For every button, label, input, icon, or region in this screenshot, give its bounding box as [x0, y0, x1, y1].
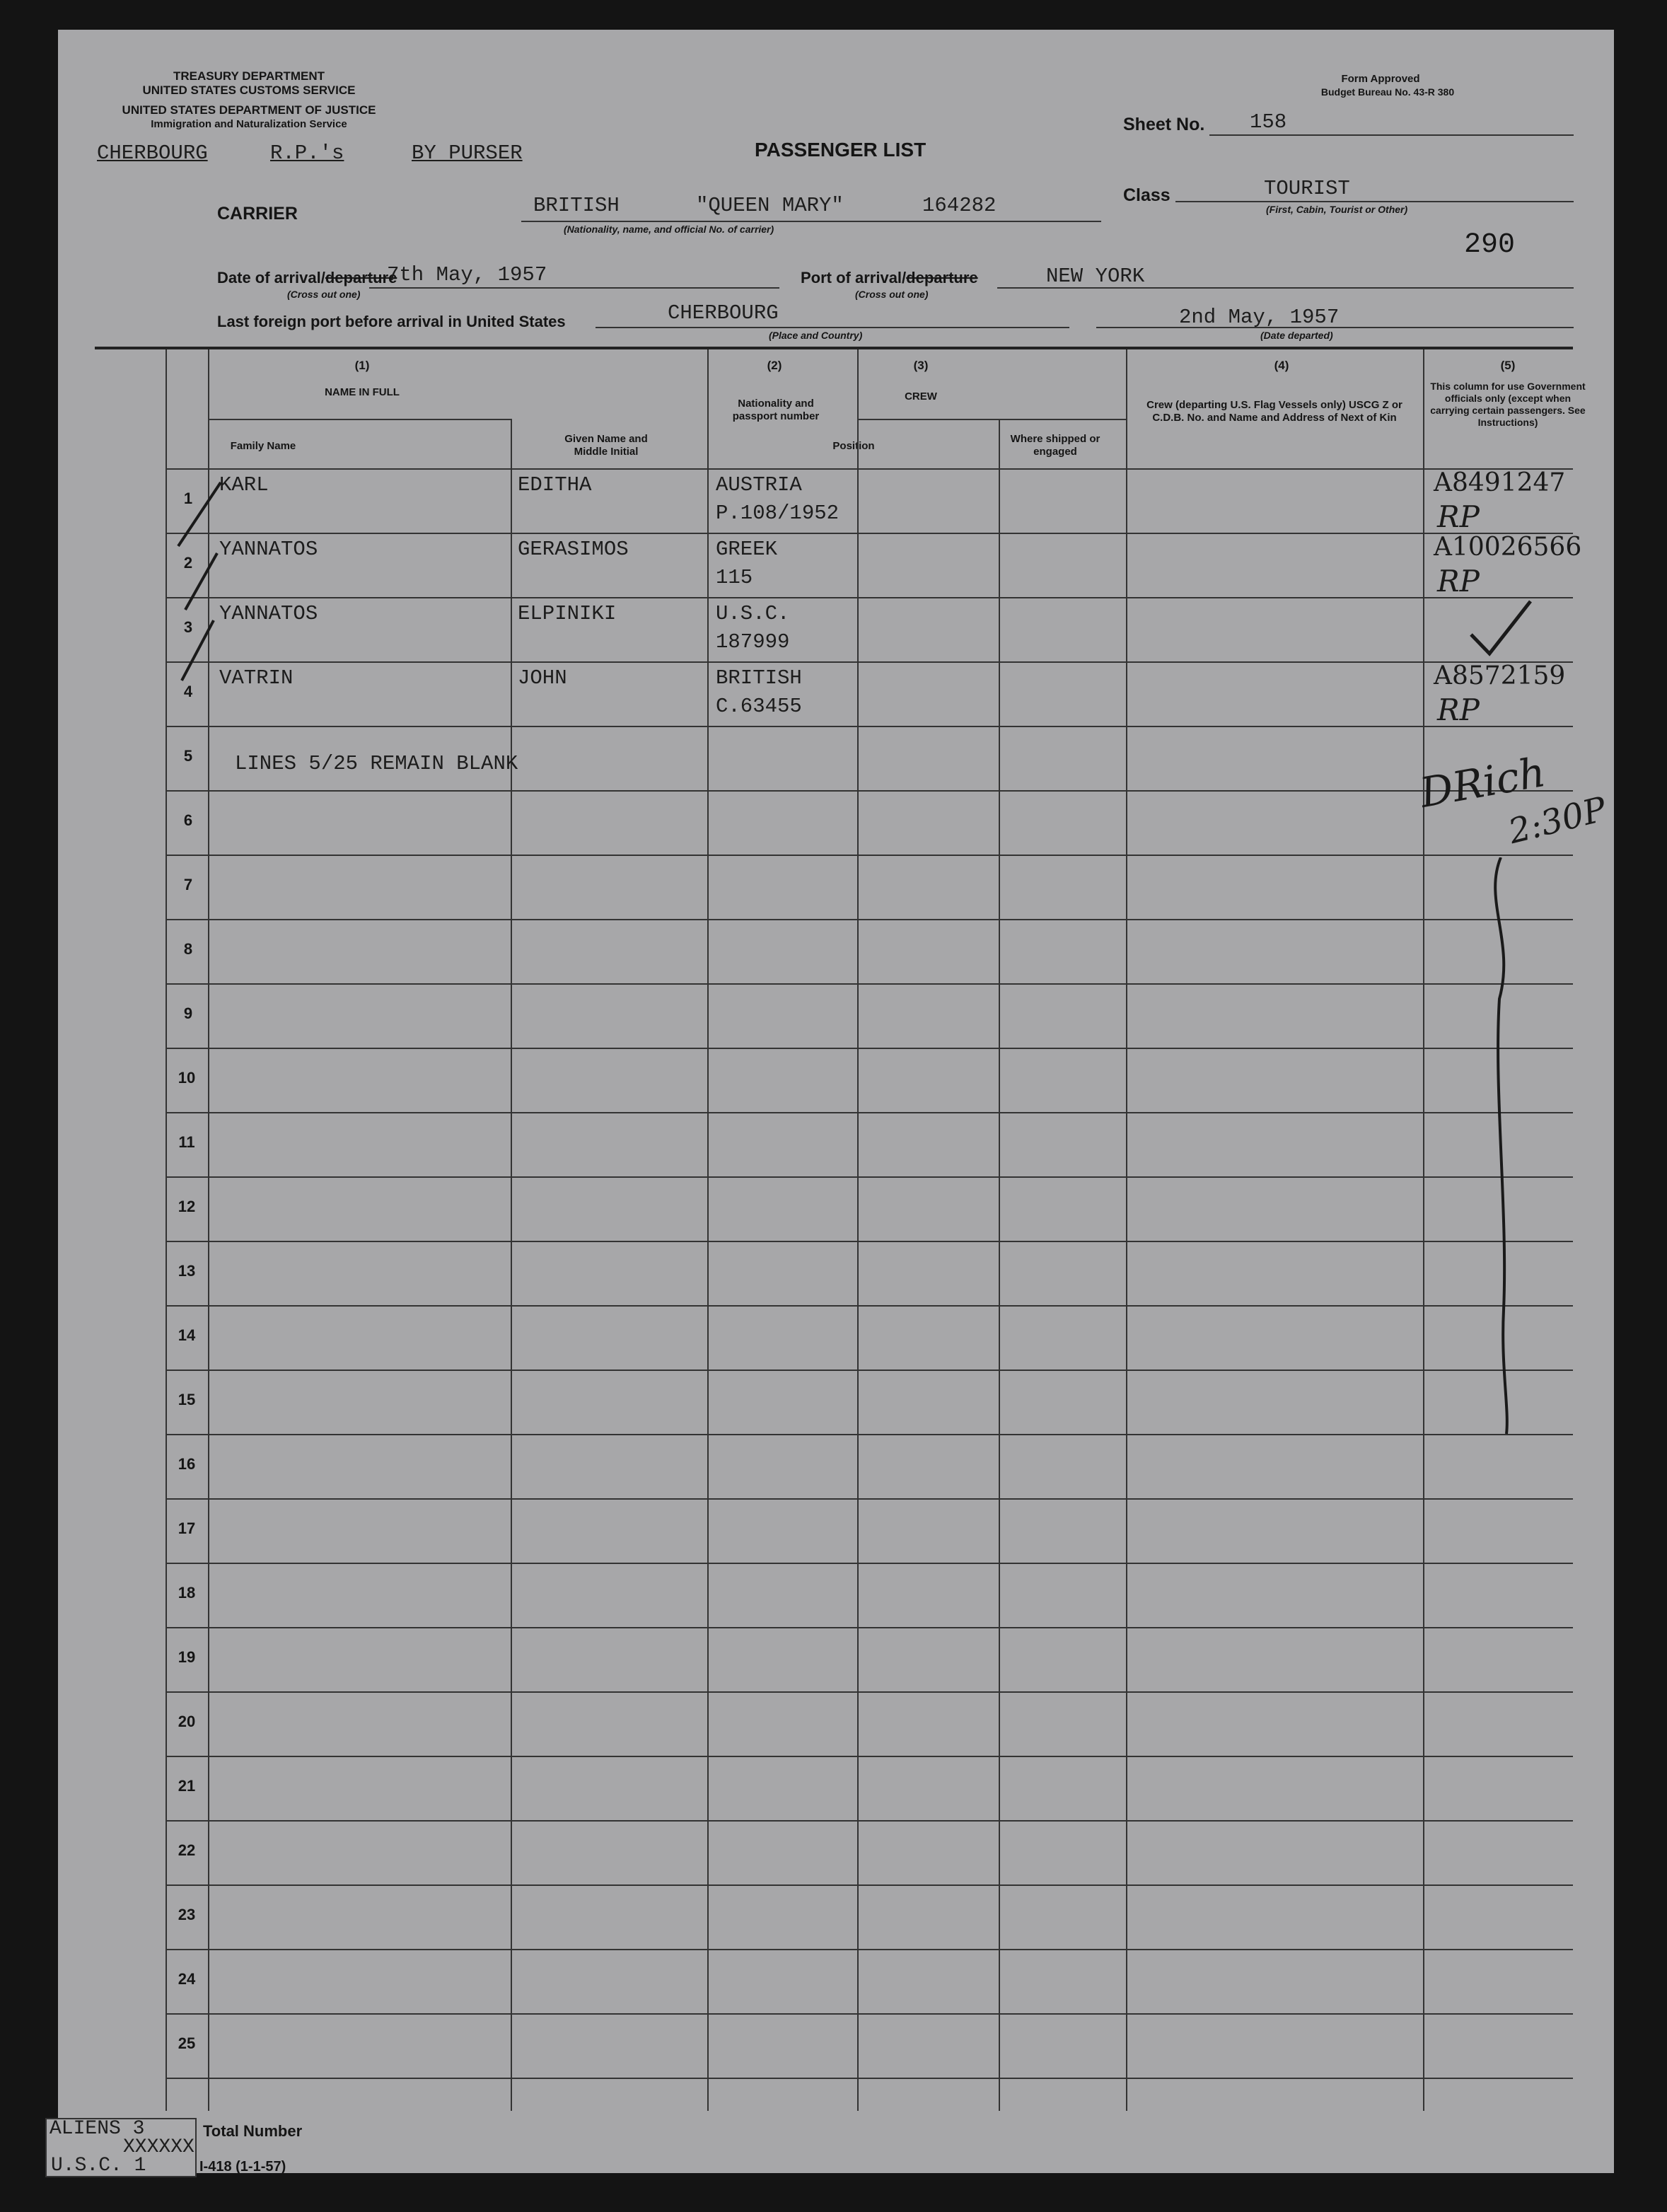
row-number: 18 [178, 1584, 196, 1602]
row-number: 17 [178, 1519, 196, 1537]
family-name-cell: YANNATOS [219, 538, 318, 561]
typed-rps: R.P.'s [270, 141, 344, 165]
row-number: 14 [178, 1326, 196, 1344]
budget-bureau-no: Budget Bureau No. 43-R 380 [1320, 86, 1455, 98]
row-number: 20 [178, 1713, 196, 1730]
carrier-caption: (Nationality, name, and official No. of carrier) [564, 224, 774, 235]
official-rp-cell: RP [1437, 693, 1480, 727]
nationality-cell: U.S.C. [716, 602, 790, 625]
class-label: Class [1123, 185, 1171, 205]
row-number: 12 [178, 1198, 196, 1215]
col5-title: This column for use Government officials only (except when carrying certain passengers. See Instructions) [1430, 381, 1586, 428]
date-of-arrival-caption: (Cross out one) [287, 289, 361, 300]
passport-number-cell: 187999 [716, 630, 790, 654]
passport-number-cell: C.63455 [716, 695, 802, 718]
nationality-cell: AUSTRIA [716, 473, 802, 497]
carrier-nationality: BRITISH [533, 194, 620, 217]
official-rp-cell: RP [1437, 499, 1480, 534]
official-number-cell: A8491247 [1434, 468, 1566, 497]
sheet-no-value: 158 [1250, 110, 1287, 134]
family-name-cell: YANNATOS [219, 602, 318, 625]
col1-given-header: Given Name and Middle Initial [564, 433, 648, 458]
row-number: 15 [178, 1391, 196, 1408]
col2-number: (2) [767, 359, 782, 372]
passport-number-cell: P.108/1952 [716, 502, 840, 525]
row-number: 4 [183, 683, 193, 700]
port-of-arrival-label: Port of arrival/departure [801, 269, 978, 286]
family-name-cell: KARL [219, 473, 269, 497]
row-number: 13 [178, 1262, 196, 1280]
col4-number: (4) [1274, 359, 1289, 372]
row-number: 11 [178, 1133, 195, 1151]
carrier-label: CARRIER [217, 204, 298, 224]
last-port-label: Last foreign port before arrival in United States [217, 313, 566, 330]
blank-lines-note: LINES 5/25 REMAIN BLANK [235, 752, 518, 775]
carrier-name: "QUEEN MARY" [696, 194, 844, 217]
date-of-arrival-label: Date of arrival/departure [217, 269, 397, 286]
row-number: 8 [183, 940, 193, 958]
tally-aliens: ALIENS 3 [50, 2118, 145, 2140]
stamp-number: 290 [1464, 229, 1516, 261]
row-number: 9 [183, 1004, 193, 1022]
row-number: 25 [178, 2034, 196, 2052]
row-number: 1 [183, 490, 193, 507]
col3-number: (3) [913, 359, 929, 372]
last-port-value: CHERBOURG [668, 301, 779, 325]
col3-position-header: Position [832, 440, 875, 452]
class-caption: (First, Cabin, Tourist or Other) [1266, 204, 1408, 215]
row-number: 16 [178, 1455, 196, 1473]
given-name-cell: ELPINIKI [518, 602, 617, 625]
col3-where-header: Where shipped or engaged [1010, 433, 1100, 458]
row-number: 22 [178, 1841, 196, 1859]
row-number: 2 [183, 554, 193, 572]
sheet-no-label: Sheet No. [1123, 115, 1205, 134]
col1-title: NAME IN FULL [325, 386, 400, 398]
agency-line-3: UNITED STATES DEPARTMENT OF JUSTICE [122, 103, 376, 117]
given-name-cell: GERASIMOS [518, 538, 629, 561]
agency-line-1: TREASURY DEPARTMENT [173, 69, 325, 83]
row-number: 10 [178, 1069, 196, 1087]
port-of-arrival-value: NEW YORK [1046, 265, 1145, 288]
form-title: PASSENGER LIST [755, 139, 927, 161]
date-departed-value: 2nd May, 1957 [1179, 306, 1340, 329]
col3-title: CREW [905, 390, 937, 403]
carrier-official-no: 164282 [922, 194, 997, 217]
form-number: I-418 (1-1-57) [199, 2159, 286, 2175]
row-number: 7 [183, 876, 193, 893]
row-number: 19 [178, 1648, 196, 1666]
row-number: 3 [183, 618, 193, 636]
row-number: 5 [183, 747, 193, 765]
bracket-line-icon [1480, 857, 1529, 1437]
nationality-cell: GREEK [716, 538, 778, 561]
agency-line-2: UNITED STATES CUSTOMS SERVICE [142, 83, 356, 97]
passport-number-cell: 115 [716, 566, 753, 589]
class-value: TOURIST [1264, 177, 1350, 200]
row-number: 24 [178, 1970, 196, 1988]
family-name-cell: VATRIN [219, 666, 294, 690]
tally-usc: U.S.C. 1 [51, 2155, 146, 2177]
col2-title: Nationality and passport number [732, 398, 820, 422]
port-of-arrival-caption: (Cross out one) [855, 289, 929, 300]
row-number: 6 [183, 811, 193, 829]
date-departed-caption: (Date departed) [1260, 330, 1333, 341]
date-of-arrival-value: 7th May, 1957 [387, 263, 547, 286]
agency-line-4: Immigration and Naturalization Service [151, 118, 347, 130]
passenger-list-form [50, 30, 1614, 2177]
last-port-caption: (Place and Country) [769, 330, 863, 341]
row-number: 21 [178, 1777, 196, 1795]
given-name-cell: JOHN [518, 666, 567, 690]
row-number: 23 [178, 1906, 196, 1923]
official-rp-cell: RP [1437, 564, 1480, 598]
col1-family-header: Family Name [230, 440, 296, 452]
col5-number: (5) [1500, 359, 1516, 372]
tally-marks-icon [164, 475, 249, 709]
official-number-cell: A10026566 [1434, 533, 1582, 562]
typed-port: CHERBOURG [97, 141, 208, 165]
official-signature: DRich [1416, 748, 1550, 817]
col4-title: Crew (departing U.S. Flag Vessels only) USCG Z or C.D.B. No. and Name and Address of Next of Kin [1146, 399, 1402, 424]
official-number-cell: A8572159 [1434, 661, 1566, 690]
official-time: 2:30P [1504, 789, 1610, 852]
typed-by-purser: BY PURSER [412, 141, 523, 165]
given-name-cell: EDITHA [518, 473, 592, 497]
total-number-label: Total Number [203, 2122, 303, 2140]
tally-struck: XXXXXX [123, 2136, 194, 2158]
col1-number: (1) [354, 359, 370, 372]
nationality-cell: BRITISH [716, 666, 802, 690]
checkmark-icon [1465, 596, 1536, 659]
form-approved: Form Approved [1341, 73, 1420, 85]
